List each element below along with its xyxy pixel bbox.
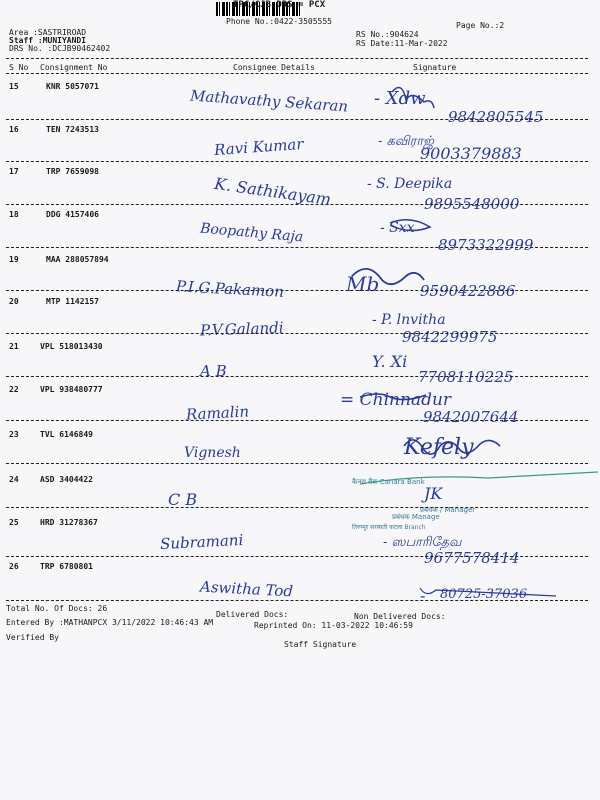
receiver-phone: 9590422886 — [420, 282, 516, 300]
receiver-phone: 80725-37036 — [440, 587, 528, 602]
phone-number: Phone No.:0422-3505555 — [226, 17, 332, 26]
row-sno: 22 — [9, 385, 19, 394]
receiver-phone: 9003379883 — [420, 144, 522, 163]
staff-signature-label: Staff Signature — [284, 640, 357, 649]
row-sno: 20 — [9, 297, 19, 306]
receiver-signature: - P. lnvitha — [372, 312, 446, 328]
receiver-signature: - கவிராஜ் — [378, 134, 434, 149]
page-number: Page No.:2 — [456, 21, 505, 30]
row-consignment: VPL 518013430 — [40, 342, 103, 351]
row-consignment: VPL 938480777 — [40, 385, 103, 394]
receiver-phone: 9842007644 — [423, 408, 519, 426]
receiver-signature: - — [420, 586, 426, 605]
rs-date: RS Date:11-Mar-2022 — [356, 39, 448, 48]
row-divider — [6, 376, 588, 377]
consignee-name: P.V.Galandi — [199, 318, 284, 340]
header-rule-top — [6, 58, 588, 59]
branch-stamp-text: तिरुप्पूर सरस्वती कटला Branch — [352, 524, 426, 531]
row-sno: 23 — [9, 430, 19, 439]
row-divider — [6, 161, 588, 162]
bank-stamp-text: कैनरा बैंक Canara Bank — [352, 478, 425, 486]
receiver-phone: 9842805545 — [448, 108, 544, 126]
receiver-signature: = Chinnadur — [340, 390, 452, 410]
column-signature: Signature — [413, 63, 457, 72]
consignee-name: P.I.G.Pakamon — [175, 277, 285, 301]
column-consignment: Consignment No — [40, 63, 108, 72]
drs-number: DRS No. :DCJB90462402 — [9, 44, 111, 53]
consignee-name: C B — [168, 490, 198, 509]
footer-rule — [6, 600, 588, 601]
row-divider — [6, 507, 588, 508]
row-sno: 15 — [9, 82, 19, 91]
consignee-name: Vignesh — [184, 445, 241, 461]
row-consignment: TVL 6146849 — [40, 430, 93, 439]
receiver-signature: - S. Deepika — [367, 176, 453, 192]
row-divider — [6, 463, 588, 464]
area-label: Area :SASTRIROAD — [9, 28, 87, 37]
header-rule-bottom — [6, 73, 588, 74]
verified-by: Verified By — [6, 633, 59, 642]
column-sno: S No — [9, 63, 29, 72]
row-sno: 24 — [9, 475, 19, 484]
receiver-signature: - Xdw — [374, 88, 426, 109]
consignee-name: Ramalin — [185, 402, 250, 424]
row-divider — [6, 333, 588, 334]
receiver-signature: - ஸபாரிதேவ — [383, 535, 462, 550]
consignee-name: Mathavathy Sekaran — [189, 86, 349, 116]
row-consignment: MAA 288057894 — [46, 255, 109, 264]
receiver-phone: 9842299975 — [402, 328, 498, 346]
receiver-phone: 9895548000 — [424, 195, 520, 213]
row-consignment: HRD 31278367 — [40, 518, 98, 527]
row-consignment: TRP 7659098 — [46, 167, 99, 176]
row-divider — [6, 290, 588, 291]
row-consignment: TRP 6780801 — [40, 562, 93, 571]
consignee-name: Boopathy Raja — [199, 220, 304, 246]
row-divider — [6, 247, 588, 248]
document-title: TPC/CJB DRS = PCX — [233, 0, 326, 10]
row-sno: 19 — [9, 255, 19, 264]
column-consignee: Consignee Details — [233, 63, 315, 72]
row-divider — [6, 556, 588, 557]
receiver-signature: Kefely — [404, 435, 474, 460]
total-docs: Total No. Of Docs: 26 — [6, 604, 108, 613]
manager-stamp-text: प्रबंधक / Manager — [420, 506, 476, 514]
row-sno: 18 — [9, 210, 19, 219]
consignee-name: Ravi Kumar — [213, 134, 305, 160]
consignee-name: K. Sathikayam — [213, 173, 333, 210]
delivered-docs: Delivered Docs: — [216, 610, 289, 619]
row-sno: 21 — [9, 342, 19, 351]
receiver-signature: Mb — [346, 272, 380, 296]
row-divider — [6, 119, 588, 120]
receiver-signature: Y. Xi — [372, 352, 408, 371]
row-consignment: ASD 3404422 — [40, 475, 93, 484]
row-consignment: TEN 7243513 — [46, 125, 99, 134]
consignee-name: Subramani — [159, 530, 244, 554]
receiver-phone: 7708110225 — [418, 368, 514, 386]
row-sno: 25 — [9, 518, 19, 527]
receiver-signature: JK — [424, 484, 443, 503]
row-sno: 16 — [9, 125, 19, 134]
rs-number: RS No.:904624 — [356, 30, 419, 39]
row-divider — [6, 204, 588, 205]
entered-by: Entered By :MATHANPCX 3/11/2022 10:46:43 AM — [6, 618, 214, 627]
receiver-signature: - Sxx — [380, 220, 415, 236]
row-sno: 26 — [9, 562, 19, 571]
staff-label: Staff :MUNIYANDI — [9, 36, 87, 45]
receiver-phone: 8973322999 — [438, 236, 534, 254]
manager-stamp-text: प्रबंधक Manage — [392, 513, 440, 521]
non-delivered-docs: Non Delivered Docs: — [354, 612, 446, 621]
row-sno: 17 — [9, 167, 19, 176]
reprinted-on: Reprinted On: 11-03-2022 10:46:59 — [254, 621, 413, 630]
consignee-name: Aswitha Tod — [199, 577, 294, 601]
row-divider — [6, 420, 588, 421]
row-consignment: MTP 1142157 — [46, 297, 99, 306]
receiver-phone: 9677578414 — [424, 549, 520, 567]
row-consignment: KNR 5057071 — [46, 82, 99, 91]
consignee-name: A B — [200, 362, 227, 380]
row-consignment: DDG 4157406 — [46, 210, 99, 219]
